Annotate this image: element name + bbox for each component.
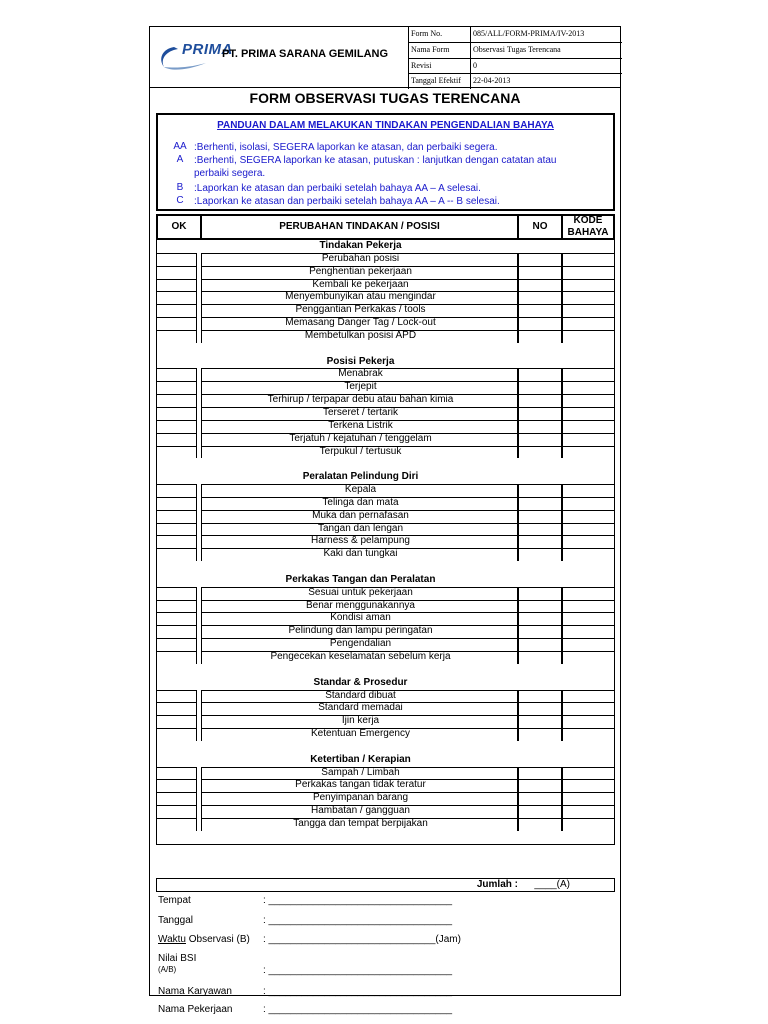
- ok-checkbox-cell[interactable]: [157, 638, 197, 651]
- item-label: Perubahan posisi: [321, 252, 400, 264]
- kode-bahaya-cell[interactable]: [562, 304, 614, 317]
- header-perubahan: PERUBAHAN TINDAKAN / POSISI: [202, 216, 519, 238]
- no-checkbox-cell[interactable]: [518, 510, 562, 523]
- ok-checkbox-cell[interactable]: [157, 446, 197, 459]
- table-row: [157, 702, 614, 715]
- ok-checkbox-cell[interactable]: [157, 587, 197, 600]
- table-row: [157, 420, 614, 433]
- ok-checkbox-cell[interactable]: [157, 253, 197, 266]
- table-row: [157, 728, 614, 741]
- kode-bahaya-cell[interactable]: [562, 818, 614, 831]
- field-label-rest: Observasi (B): [185, 934, 250, 945]
- no-checkbox-cell[interactable]: [518, 317, 562, 330]
- kode-bahaya-cell[interactable]: [562, 433, 614, 446]
- no-checkbox-cell[interactable]: [518, 651, 562, 664]
- field-blank[interactable]: : _________________________________: [263, 986, 453, 997]
- section-title: Standar & Prosedur: [313, 676, 408, 688]
- item-label: Tangga dan tempat berpijakan: [293, 817, 428, 829]
- field-label: Tempat: [158, 895, 191, 906]
- guide-item: [166, 154, 592, 180]
- form-meta-table: [408, 27, 622, 89]
- ok-checkbox-cell[interactable]: [157, 818, 197, 831]
- item-label: Terseret / tertarik: [322, 406, 399, 418]
- section-title: Tindakan Pekerja: [319, 240, 402, 251]
- meta-row: [409, 59, 622, 75]
- guide-text: :Laporkan ke atasan dan perbaiki setelah bahaya AA – A -- B selesai.: [194, 196, 500, 207]
- spacer-row: [157, 458, 614, 471]
- kode-bahaya-cell[interactable]: [562, 651, 614, 664]
- item-label: Terkena Listrik: [328, 419, 393, 431]
- ok-checkbox-cell[interactable]: [157, 394, 197, 407]
- ok-checkbox-cell[interactable]: [157, 523, 197, 536]
- no-checkbox-cell[interactable]: [518, 253, 562, 266]
- section-header-row: [157, 677, 614, 690]
- item-label: Tangan dan lengan: [317, 522, 404, 534]
- no-checkbox-cell[interactable]: [518, 767, 562, 780]
- field-label-sub: (A/B): [158, 965, 177, 974]
- header-ok: OK: [158, 216, 202, 238]
- table-header: [156, 214, 615, 240]
- item-label: Kembali ke pekerjaan: [312, 278, 409, 290]
- field-blank[interactable]: : _________________________________: [263, 895, 453, 906]
- guide-item: [166, 141, 592, 154]
- no-checkbox-cell[interactable]: [518, 690, 562, 703]
- kode-bahaya-cell[interactable]: [562, 510, 614, 523]
- spacer-row: [157, 831, 614, 844]
- jumlah-row: [156, 878, 615, 892]
- ok-checkbox-cell[interactable]: [157, 291, 197, 304]
- field-blank[interactable]: : _________________________________: [263, 915, 453, 926]
- no-checkbox-cell[interactable]: [518, 279, 562, 292]
- meta-value: 085/ALL/FORM-PRIMA/IV-2013: [473, 29, 585, 38]
- kode-bahaya-cell[interactable]: [562, 690, 614, 703]
- kode-bahaya-cell[interactable]: [562, 587, 614, 600]
- guide-item: [166, 182, 592, 195]
- item-label: Kepala: [344, 484, 377, 496]
- ok-checkbox-cell[interactable]: [157, 433, 197, 446]
- item-label: Sesuai untuk pekerjaan: [308, 586, 413, 598]
- table-row: [157, 690, 614, 703]
- table-row: [157, 317, 614, 330]
- section-header-row: [157, 754, 614, 767]
- no-checkbox-cell[interactable]: [518, 523, 562, 536]
- ok-checkbox-cell[interactable]: [157, 779, 197, 792]
- no-checkbox-cell[interactable]: [518, 805, 562, 818]
- table-row: [157, 715, 614, 728]
- header-kode-bahaya: KODE BAHAYA: [567, 215, 609, 238]
- table-row: [157, 266, 614, 279]
- guide-code: AA: [173, 141, 187, 152]
- meta-key: Revisi: [409, 59, 471, 74]
- kode-bahaya-cell[interactable]: [562, 317, 614, 330]
- ok-checkbox-cell[interactable]: [157, 484, 197, 497]
- item-label: Kondisi aman: [330, 612, 391, 624]
- table-row: [157, 625, 614, 638]
- field-label-underlined: Waktu: [158, 934, 186, 945]
- ok-checkbox-cell[interactable]: [157, 702, 197, 715]
- no-checkbox-cell[interactable]: [518, 420, 562, 433]
- no-checkbox-cell[interactable]: [518, 535, 562, 548]
- no-checkbox-cell[interactable]: [518, 612, 562, 625]
- item-label: Pengecekan keselamatan sebelum kerja: [270, 651, 451, 662]
- table-row: [157, 587, 614, 600]
- kode-bahaya-cell[interactable]: [562, 779, 614, 792]
- ok-checkbox-cell[interactable]: [157, 420, 197, 433]
- table-row: [157, 330, 614, 343]
- item-label: Ijin kerja: [341, 715, 380, 727]
- no-checkbox-cell[interactable]: [518, 600, 562, 613]
- meta-value: 22-04-2013: [473, 76, 511, 86]
- kode-bahaya-cell[interactable]: [562, 728, 614, 741]
- field-label: [158, 953, 196, 974]
- table-row: [157, 433, 614, 446]
- ok-checkbox-cell[interactable]: [157, 728, 197, 741]
- guide-code: A: [176, 154, 184, 165]
- ok-checkbox-cell[interactable]: [157, 805, 197, 818]
- table-row: [157, 279, 614, 292]
- item-label: Benar menggunakannya: [306, 599, 415, 611]
- item-label: Terpukul / tertusuk: [319, 445, 402, 457]
- item-label: Pelindung dan lampu peringatan: [288, 625, 433, 637]
- no-checkbox-cell[interactable]: [518, 638, 562, 651]
- table-row: [157, 818, 614, 831]
- section-header-row: [157, 574, 614, 587]
- table-row: [157, 651, 614, 664]
- guide-item: [166, 195, 592, 208]
- no-checkbox-cell[interactable]: [518, 330, 562, 343]
- meta-row: [409, 27, 622, 43]
- ok-checkbox-cell[interactable]: [157, 381, 197, 394]
- kode-bahaya-cell[interactable]: [562, 394, 614, 407]
- kode-bahaya-cell[interactable]: [562, 625, 614, 638]
- company-name: PT. PRIMA SARANA GEMILANG: [222, 48, 389, 60]
- table-row: [157, 484, 614, 497]
- ok-checkbox-cell[interactable]: [157, 510, 197, 523]
- section-title: Posisi Pekerja: [326, 355, 395, 367]
- kode-bahaya-cell[interactable]: [562, 702, 614, 715]
- hazard-guide-box: [156, 113, 615, 211]
- guide-text: :Berhenti, isolasi, SEGERA laporkan ke atasan, dan perbaiki segera.: [194, 142, 498, 153]
- no-checkbox-cell[interactable]: [518, 394, 562, 407]
- table-row: [157, 446, 614, 459]
- no-checkbox-cell[interactable]: [518, 291, 562, 304]
- no-checkbox-cell[interactable]: [518, 446, 562, 459]
- table-row: [157, 381, 614, 394]
- spacer-row: [157, 741, 614, 754]
- kode-bahaya-cell[interactable]: [562, 407, 614, 420]
- meta-key: Tanggal Efektif: [409, 74, 471, 89]
- form-title: FORM OBSERVASI TUGAS TERENCANA: [249, 90, 521, 106]
- ok-checkbox-cell[interactable]: [157, 304, 197, 317]
- kode-bahaya-cell[interactable]: [562, 291, 614, 304]
- no-checkbox-cell[interactable]: [518, 625, 562, 638]
- kode-bahaya-cell[interactable]: [562, 805, 614, 818]
- ok-checkbox-cell[interactable]: [157, 690, 197, 703]
- field-blank[interactable]: : ______________________________(Jam): [263, 934, 461, 945]
- kode-bahaya-cell[interactable]: [562, 638, 614, 651]
- item-label: Terjepit: [344, 381, 377, 393]
- kode-bahaya-cell[interactable]: [562, 368, 614, 381]
- meta-key: Nama Form: [409, 43, 471, 58]
- item-label: Menabrak: [338, 368, 383, 380]
- ok-checkbox-cell[interactable]: [157, 368, 197, 381]
- table-row: [157, 779, 614, 792]
- guide-code: B: [176, 182, 184, 193]
- no-checkbox-cell[interactable]: [518, 702, 562, 715]
- no-checkbox-cell[interactable]: [518, 792, 562, 805]
- field-label: Nama Pekerjaan: [158, 1004, 233, 1015]
- table-row: [157, 767, 614, 780]
- kode-bahaya-cell[interactable]: [562, 767, 614, 780]
- table-row: [157, 523, 614, 536]
- field-label: [158, 934, 250, 945]
- table-row: [157, 600, 614, 613]
- field-label: Nama Karyawan: [158, 986, 232, 997]
- section-header-row: [157, 356, 614, 369]
- header-divider: [150, 87, 620, 88]
- ok-checkbox-cell[interactable]: [157, 600, 197, 613]
- item-label: Sampah / Limbah: [321, 766, 400, 778]
- form-frame: [149, 26, 621, 1015]
- kode-bahaya-cell[interactable]: [562, 792, 614, 805]
- table-row: [157, 304, 614, 317]
- meta-key: Form No.: [409, 27, 471, 42]
- no-checkbox-cell[interactable]: [518, 368, 562, 381]
- item-label: Standard dibuat: [325, 689, 396, 701]
- table-row: [157, 394, 614, 407]
- kode-bahaya-cell[interactable]: [562, 253, 614, 266]
- no-checkbox-cell[interactable]: [518, 266, 562, 279]
- kode-bahaya-cell[interactable]: [562, 497, 614, 510]
- guide-text: :Laporkan ke atasan dan perbaiki setelah bahaya AA – A selesai.: [194, 183, 481, 194]
- item-label: Penyimpanan barang: [312, 792, 409, 804]
- ok-checkbox-cell[interactable]: [157, 548, 197, 561]
- ok-checkbox-cell[interactable]: [157, 715, 197, 728]
- header-no: NO: [519, 216, 563, 238]
- table-row: [157, 612, 614, 625]
- kode-bahaya-cell[interactable]: [562, 535, 614, 548]
- guide-code: C: [176, 195, 184, 206]
- observation-table: [156, 240, 615, 845]
- ok-checkbox-cell[interactable]: [157, 266, 197, 279]
- meta-value: Observasi Tugas Terencana: [473, 44, 561, 54]
- item-label: Membetulkan posisi APD: [304, 329, 417, 341]
- item-label: Menyembunyikan atau mengindar: [285, 291, 436, 303]
- company-logo: [156, 41, 233, 73]
- table-row: [157, 535, 614, 548]
- no-checkbox-cell[interactable]: [518, 484, 562, 497]
- table-row: [157, 638, 614, 651]
- field-blank[interactable]: : _________________________________: [263, 1004, 453, 1015]
- table-row: [157, 291, 614, 304]
- no-checkbox-cell[interactable]: [518, 548, 562, 561]
- ok-checkbox-cell[interactable]: [157, 767, 197, 780]
- table-row: [157, 407, 614, 420]
- kode-bahaya-cell[interactable]: [562, 446, 614, 459]
- item-label: Terjatuh / kejatuhan / tenggelam: [289, 432, 432, 444]
- ok-checkbox-cell[interactable]: [157, 651, 197, 664]
- no-checkbox-cell[interactable]: [518, 381, 562, 394]
- section-header-row: [157, 240, 614, 253]
- ok-checkbox-cell[interactable]: [157, 625, 197, 638]
- item-label: Terhirup / terpapar debu atau bahan kimia: [267, 394, 454, 406]
- item-label: Memasang Danger Tag / Lock-out: [285, 317, 436, 329]
- ok-checkbox-cell[interactable]: [157, 279, 197, 292]
- kode-bahaya-cell[interactable]: [562, 484, 614, 497]
- no-checkbox-cell[interactable]: [518, 587, 562, 600]
- item-label: Harness & pelampung: [311, 535, 410, 547]
- ok-checkbox-cell[interactable]: [157, 535, 197, 548]
- item-label: Pengendalian: [329, 638, 392, 650]
- section-title: Perkakas Tangan dan Peralatan: [285, 573, 436, 585]
- item-label: Hambatan / gangguan: [311, 805, 410, 817]
- no-checkbox-cell[interactable]: [518, 304, 562, 317]
- field-label-main: Nilai BSI: [158, 953, 197, 964]
- kode-bahaya-cell[interactable]: [562, 381, 614, 394]
- kode-bahaya-cell[interactable]: [562, 715, 614, 728]
- no-checkbox-cell[interactable]: [518, 433, 562, 446]
- item-label: Penghentian pekerjaan: [309, 265, 412, 277]
- ok-checkbox-cell[interactable]: [157, 612, 197, 625]
- table-row: [157, 253, 614, 266]
- item-label: Telinga dan mata: [322, 496, 399, 508]
- kode-bahaya-cell[interactable]: [562, 330, 614, 343]
- field-label: Tanggal: [158, 915, 194, 926]
- kode-bahaya-cell[interactable]: [562, 266, 614, 279]
- no-checkbox-cell[interactable]: [518, 715, 562, 728]
- ok-checkbox-cell[interactable]: [157, 497, 197, 510]
- ok-checkbox-cell[interactable]: [157, 330, 197, 343]
- table-row: [157, 497, 614, 510]
- guide-text: :Berhenti, SEGERA laporkan ke atasan, putuskan : lanjutkan dengan catatan atau perbaiki segera.: [194, 155, 557, 179]
- item-label: Kaki dan tungkai: [323, 548, 398, 560]
- spacer-row: [157, 343, 614, 356]
- item-label: Perkakas tangan tidak teratur: [295, 779, 426, 791]
- item-label: Penggantian Perkakas / tools: [295, 304, 426, 316]
- no-checkbox-cell[interactable]: [518, 818, 562, 831]
- kode-bahaya-cell[interactable]: [562, 548, 614, 561]
- table-row: [157, 792, 614, 805]
- logo-text: PRIMA: [182, 41, 233, 58]
- kode-bahaya-cell[interactable]: [562, 612, 614, 625]
- guide-title: PANDUAN DALAM MELAKUKAN TINDAKAN PENGENDALIAN BAHAYA: [217, 120, 554, 131]
- spacer-row: [157, 561, 614, 574]
- meta-value: 0: [473, 60, 477, 70]
- ok-checkbox-cell[interactable]: [157, 792, 197, 805]
- no-checkbox-cell[interactable]: [518, 497, 562, 510]
- section-title: Ketertiban / Kerapian: [310, 753, 411, 765]
- item-label: Ketentuan Emergency: [311, 728, 410, 740]
- jumlah-label: Jumlah :: [476, 879, 518, 890]
- table-row: [157, 510, 614, 523]
- item-label: Standard memadai: [318, 702, 403, 714]
- field-blank[interactable]: : _________________________________: [263, 965, 453, 976]
- kode-bahaya-cell[interactable]: [562, 523, 614, 536]
- table-row: [157, 548, 614, 561]
- section-header-row: [157, 471, 614, 484]
- meta-row: [409, 43, 622, 59]
- jumlah-value[interactable]: ____(A): [534, 879, 570, 890]
- table-row: [157, 368, 614, 381]
- ok-checkbox-cell[interactable]: [157, 317, 197, 330]
- no-checkbox-cell[interactable]: [518, 728, 562, 741]
- item-label: Muka dan pernafasan: [312, 509, 409, 521]
- spacer-row: [157, 664, 614, 677]
- table-row: [157, 805, 614, 818]
- section-title: Peralatan Pelindung Diri: [302, 471, 419, 483]
- no-checkbox-cell[interactable]: [518, 407, 562, 420]
- ok-checkbox-cell[interactable]: [157, 407, 197, 420]
- kode-bahaya-cell[interactable]: [562, 420, 614, 433]
- no-checkbox-cell[interactable]: [518, 779, 562, 792]
- kode-bahaya-cell[interactable]: [562, 279, 614, 292]
- kode-bahaya-cell[interactable]: [562, 600, 614, 613]
